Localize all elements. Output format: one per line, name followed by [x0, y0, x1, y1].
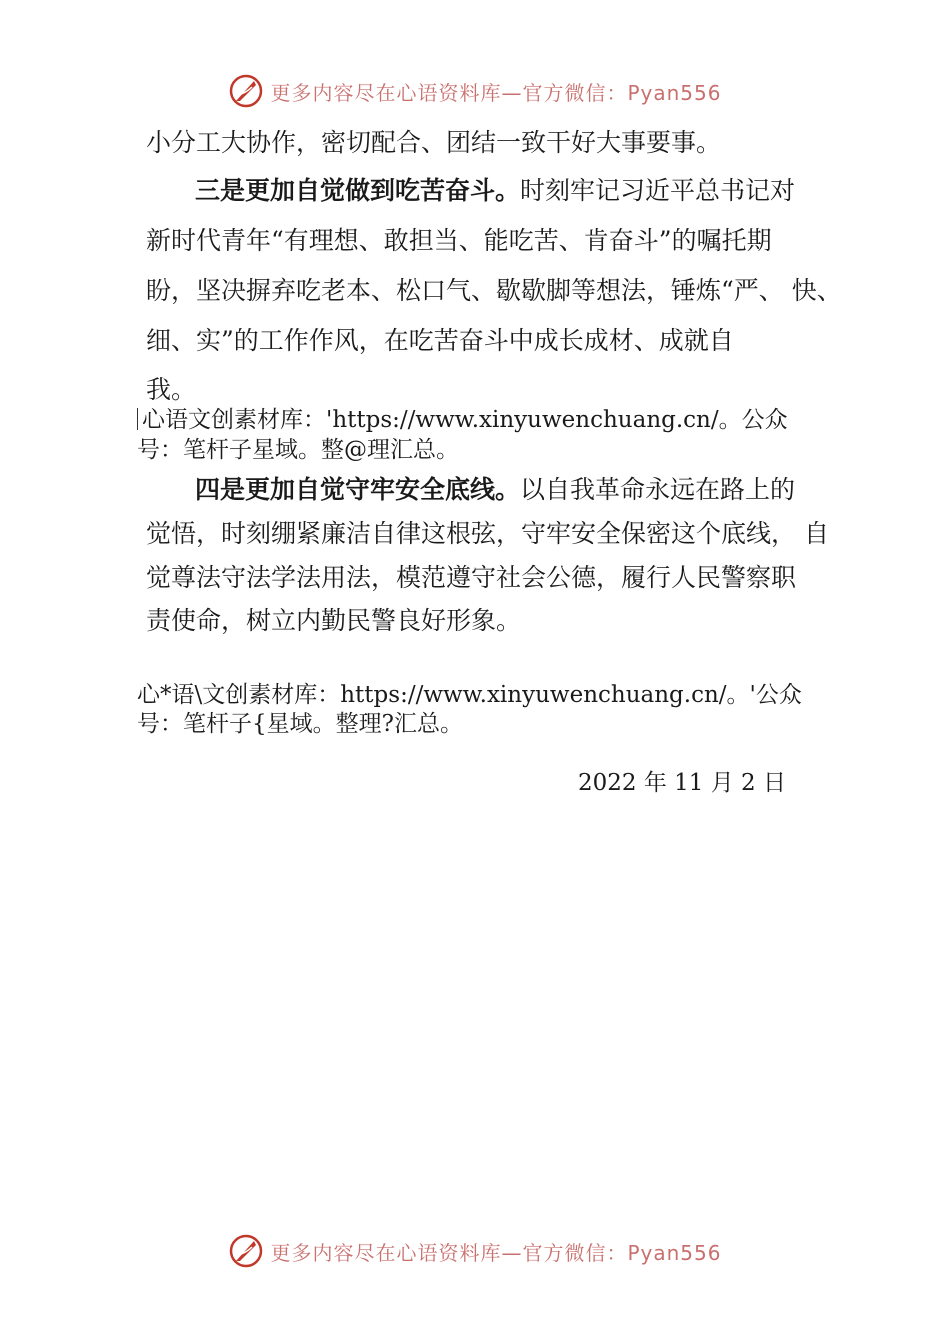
paragraph-3-heading: 三是更加自觉做到吃苦奋斗。	[195, 176, 521, 205]
watermark-note-2-line-1: 心*语\文创素材库：https://www.xinyuwenchuang.cn/。'公众	[137, 682, 802, 708]
text-cursor	[137, 408, 138, 430]
paragraph-4-line-1-text: 以自我革命永远在路上的	[520, 475, 796, 504]
watermark-note-1-text-1: 心语文创素材库：'https://www.xinyuwenchuang.cn/。公众	[142, 407, 788, 433]
paragraph-3-line-2: 新时代青年“有理想、敢担当、能吃苦、肯奋斗”的嘱托期	[146, 226, 772, 255]
paragraph-3-line-5: 我。	[146, 375, 197, 404]
paragraph-4-line-1	[195, 475, 795, 505]
paragraph-4-line-4: 责使命，树立内勤民警良好形象。	[146, 606, 522, 635]
paragraph-3-line-1-text: 时刻牢记习近平总书记对	[520, 176, 796, 205]
watermark-note-2-line-2: 号：笔杆子{星域。整理?汇总。	[137, 711, 463, 737]
paragraph-4-line-2: 觉悟，时刻绷紧廉洁自律这根弦，守牢安全保密这个底线， 自	[146, 519, 829, 548]
watermark-note-1-line-1	[137, 406, 788, 434]
paragraph-4-heading: 四是更加自觉守牢安全底线。	[195, 475, 521, 504]
header-banner-text: 更多内容尽在心语资料库—官方微信：Pyan556	[270, 80, 722, 105]
paragraph-3-line-1	[195, 176, 795, 206]
footer-banner	[0, 1228, 950, 1274]
document-date: 2022 年 11 月 2 日	[578, 770, 786, 796]
quill-logo-icon	[228, 73, 264, 109]
quill-logo-icon	[228, 1233, 264, 1269]
paragraph-3-line-3: 盼，坚决摒弃吃老本、松口气、歇歇脚等想法，锤炼“严、 快、	[146, 276, 842, 305]
header-banner	[0, 68, 950, 114]
paragraph-4-line-3: 觉尊法守法学法用法，模范遵守社会公德，履行人民警察职	[146, 563, 797, 592]
paragraph-3-line-4: 细、实”的工作作风，在吃苦奋斗中成长成材、成就自	[146, 326, 734, 355]
watermark-note-1-line-2: 号：笔杆子星域。整@理汇总。	[137, 437, 459, 463]
footer-banner-text: 更多内容尽在心语资料库—官方微信：Pyan556	[270, 1240, 722, 1265]
body-line-1: 小分工大协作，密切配合、团结一致干好大事要事。	[146, 128, 722, 157]
